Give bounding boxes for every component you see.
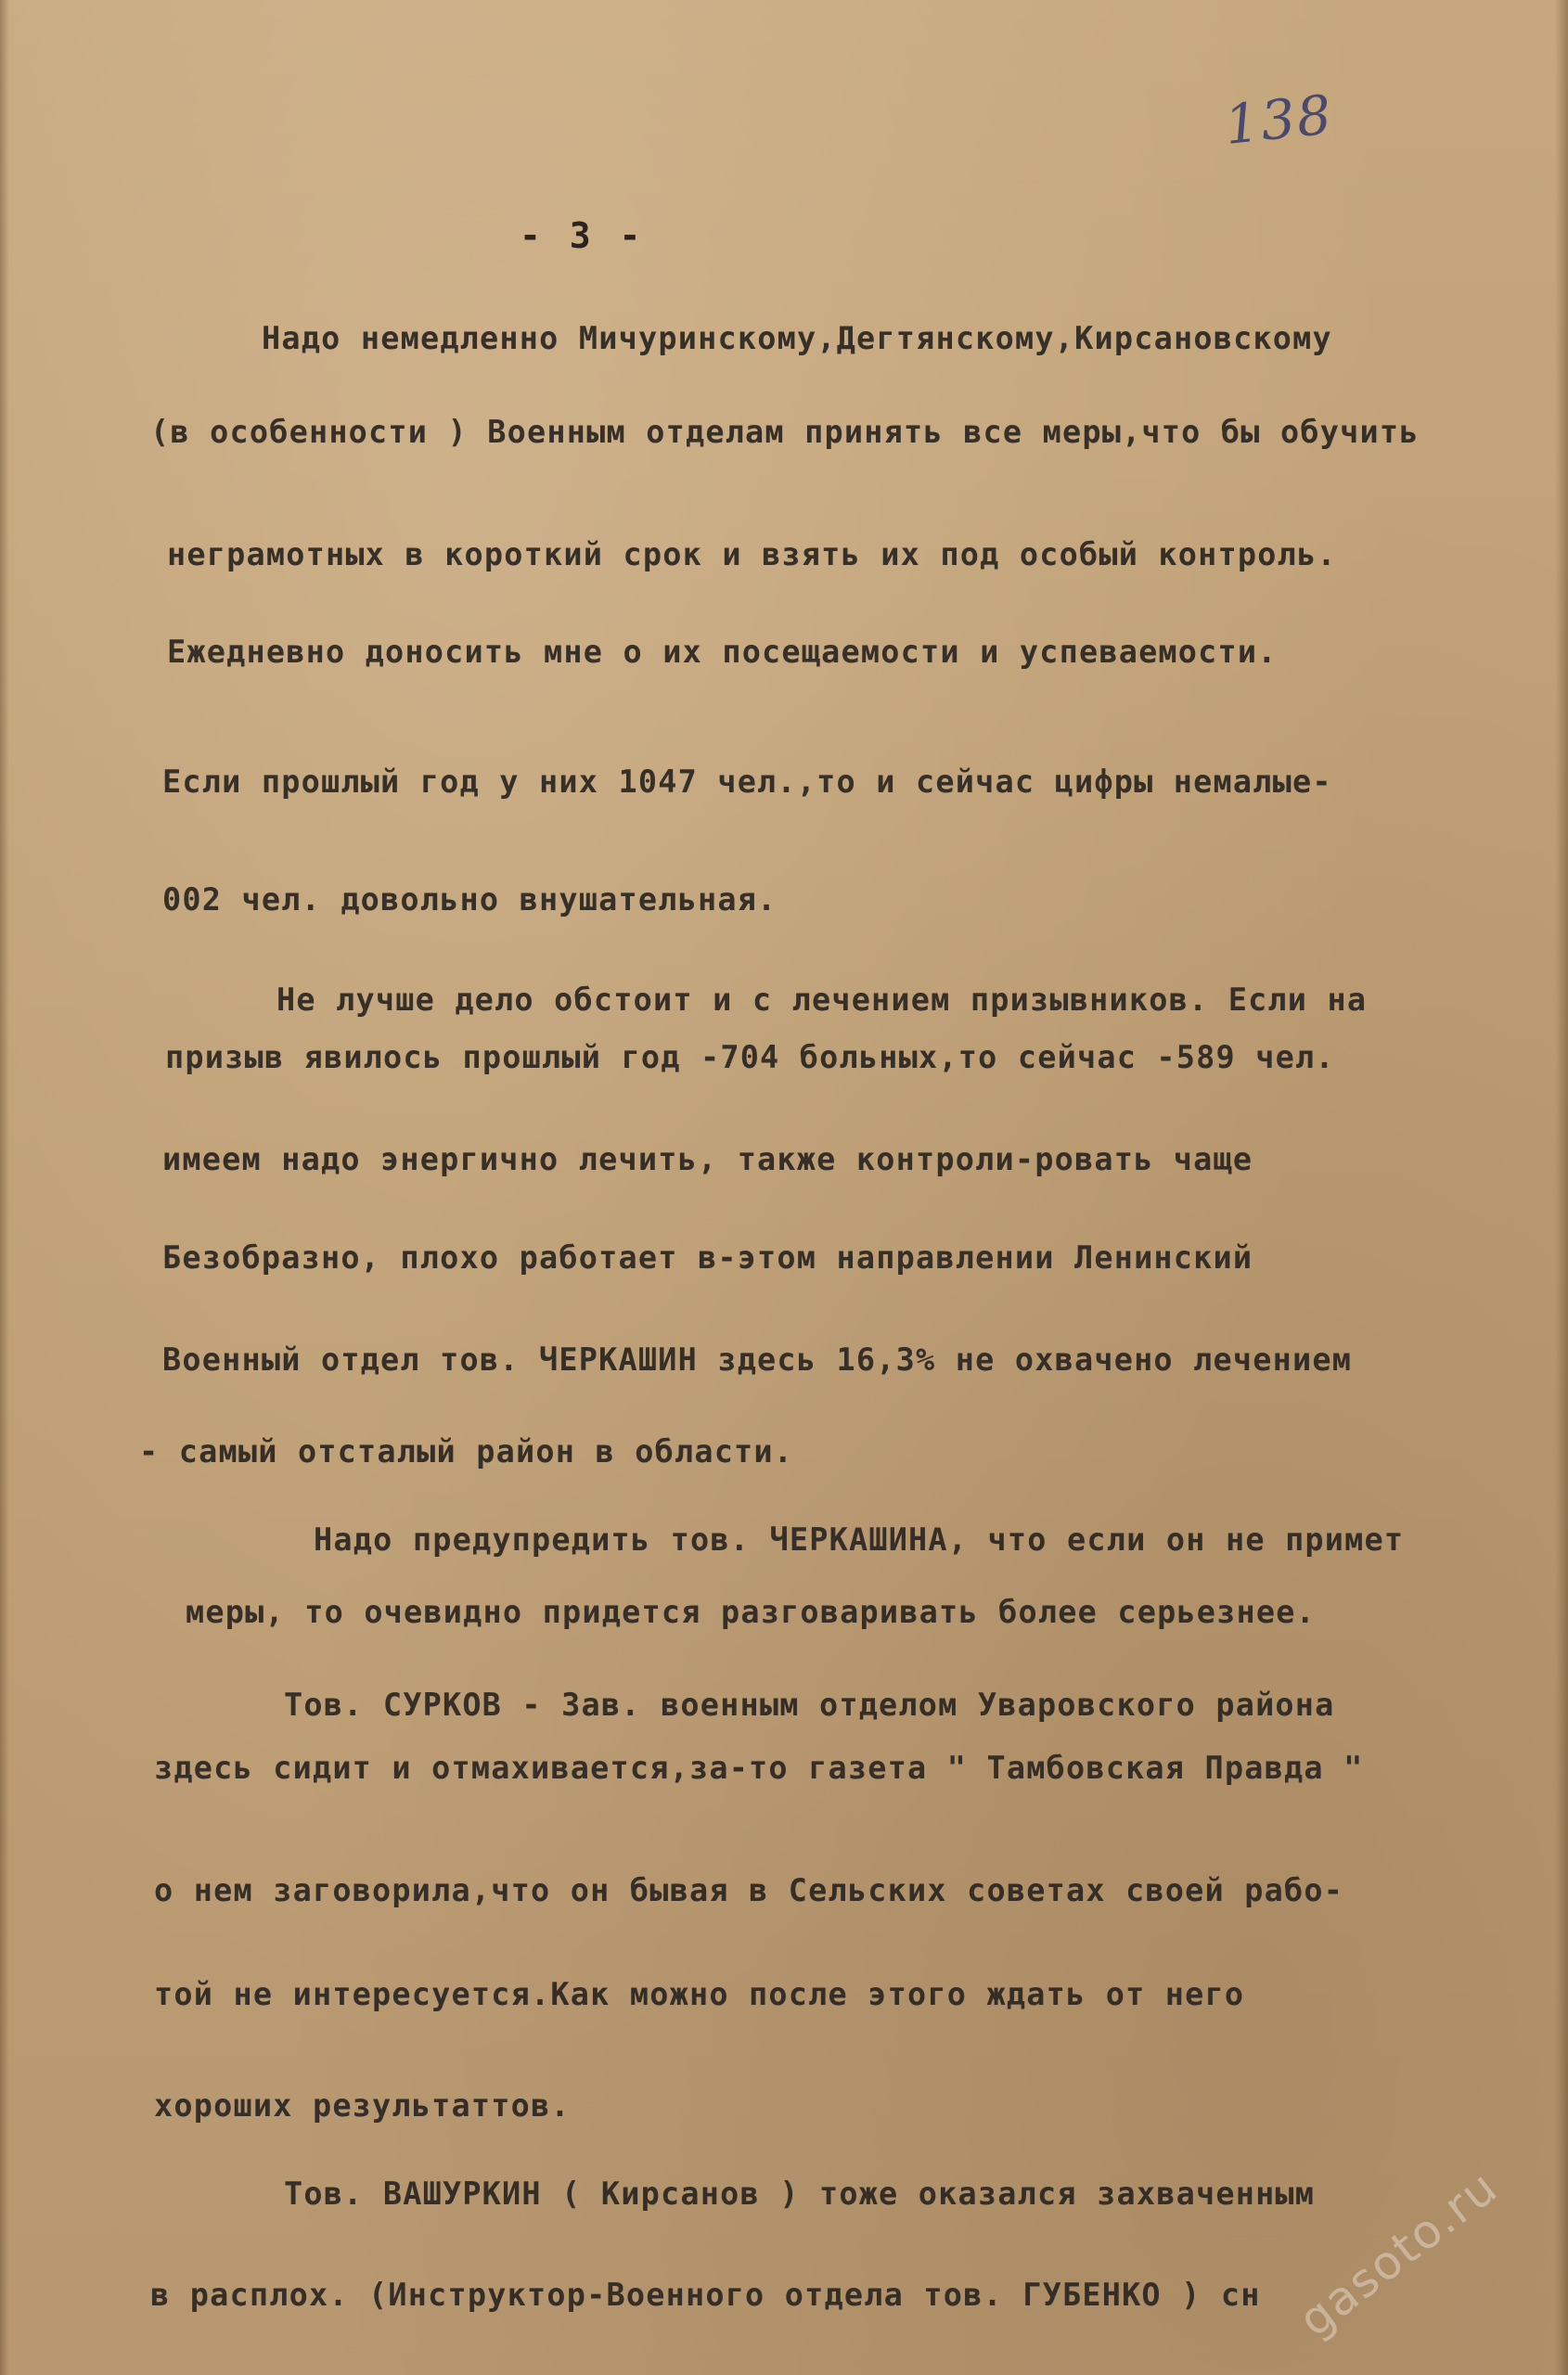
text-line-3: неграмотных в короткий срок и взять их под особый контроль. bbox=[167, 536, 1337, 572]
text-line-5: Если прошлый год у них 1047 чел.,то и сейчас цифры немалые- bbox=[162, 764, 1332, 800]
site-watermark: gasoto.ru bbox=[1289, 2159, 1509, 2348]
text-line-8: призыв явилось прошлый год -704 больных,то сейчас -589 чел. bbox=[165, 1039, 1335, 1075]
text-line-11: Военный отдел тов. ЧЕРКАШИН здесь 16,3% не охвачено лечением bbox=[162, 1342, 1353, 1378]
text-line-6: 002 чел. довольно внушательная. bbox=[162, 881, 778, 918]
text-line-9: имеем надо энергично лечить, также контроли-ровать чаще bbox=[162, 1141, 1253, 1177]
handwritten-folio-number: 138 bbox=[1221, 83, 1336, 157]
text-line-10: Безобразно, плохо работает в-этом направлении Ленинский bbox=[162, 1239, 1253, 1276]
text-line-13: Надо предупредить тов. ЧЕРКАШИНА, что если он не примет bbox=[314, 1521, 1405, 1558]
text-line-15: Тов. СУРКОВ - Зав. военным отделом Уваровского района bbox=[284, 1687, 1335, 1723]
text-line-18: той не интересуется.Как можно после этого ждать от него bbox=[154, 1976, 1245, 2012]
text-line-20: Тов. ВАШУРКИН ( Кирсанов ) тоже оказался захваченным bbox=[284, 2176, 1316, 2212]
page-edge-shadow-right bbox=[1555, 0, 1568, 2375]
text-line-7: Не лучше дело обстоит и с лечением призывников. Если на bbox=[276, 982, 1368, 1018]
text-line-1: Надо немедленно Мичуринскому,Дегтянскому,Кирсановскому bbox=[262, 320, 1332, 356]
text-line-17: о нем заговорила,что он бывая в Сельских советах своей рабо- bbox=[154, 1872, 1344, 1908]
text-line-4: Ежедневно доносить мне о их посещаемости и успеваемости. bbox=[167, 634, 1278, 670]
text-line-21: в расплох. (Инструктор-Военного отдела тов. ГУБЕНКО ) сн bbox=[150, 2277, 1261, 2313]
text-line-12: - самый отсталый район в области. bbox=[139, 1433, 794, 1470]
text-line-19: хороших результаттов. bbox=[154, 2087, 571, 2124]
text-line-2: (в особенности ) Военным отделам принять все меры,что бы обучить bbox=[150, 414, 1420, 450]
text-line-14: меры, то очевидно придется разговаривать более серьезнее. bbox=[186, 1594, 1317, 1630]
page-edge-shadow-left bbox=[0, 0, 9, 2375]
page-number-marker: - 3 - bbox=[520, 215, 645, 256]
text-line-16: здесь сидит и отмахивается,за-то газета " Тамбовская Правда " bbox=[154, 1750, 1364, 1786]
